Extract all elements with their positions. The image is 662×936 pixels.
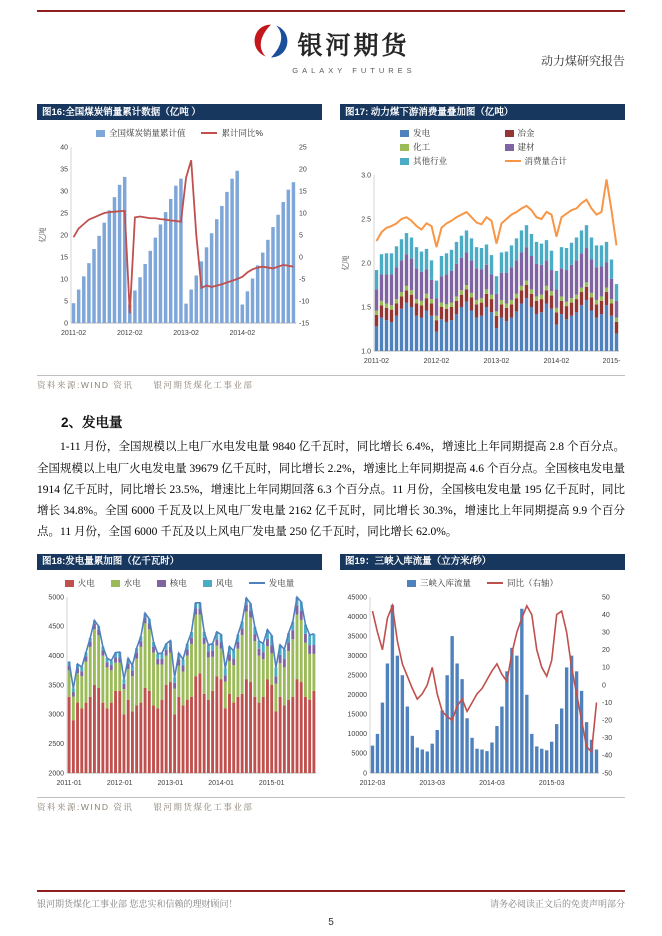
figure-title-row-1: [37, 104, 625, 120]
svg-text:50: 50: [602, 594, 610, 602]
svg-text:2014-02: 2014-02: [229, 330, 256, 338]
legend-label: 建材: [517, 142, 535, 153]
footer-right: 请务必阅读正文后的免责声明部分: [489, 899, 625, 909]
legend-line-icon: [487, 582, 503, 584]
legend-item: [407, 577, 471, 589]
chart-canvas: [340, 169, 625, 367]
svg-text:2012-03: 2012-03: [359, 780, 386, 788]
svg-text:2014-03: 2014-03: [479, 780, 505, 788]
legend-label: 累计同比%: [221, 128, 264, 139]
svg-text:40: 40: [602, 612, 610, 620]
svg-text:35: 35: [60, 166, 68, 174]
svg-text:5: 5: [299, 232, 303, 240]
figure17-title: 图17: 动力煤下游消费量叠加图（亿吨）: [340, 104, 625, 120]
legend-item: [249, 577, 295, 589]
svg-text:2012-01: 2012-01: [106, 780, 133, 788]
svg-text:30000: 30000: [347, 653, 367, 661]
legend-label: 冶金: [517, 128, 535, 139]
svg-text:40000: 40000: [347, 613, 367, 621]
chart-canvas: [37, 591, 322, 789]
svg-text:20: 20: [60, 232, 68, 240]
legend-item: [386, 141, 474, 153]
svg-text:0: 0: [299, 254, 303, 262]
svg-text:20: 20: [602, 647, 610, 655]
svg-text:30: 30: [602, 629, 610, 637]
svg-text:2.5: 2.5: [361, 216, 371, 224]
brand-name: 银河期货: [297, 31, 410, 60]
legend-swatch-icon: [400, 158, 409, 165]
charts-row-2: [37, 572, 625, 789]
legend-label: 发电: [413, 128, 431, 139]
legend-item: [487, 577, 558, 589]
svg-text:2015-03: 2015-03: [538, 780, 565, 788]
legend-swatch-icon: [96, 130, 105, 137]
legend-label: 水电: [123, 578, 141, 589]
svg-text:5: 5: [64, 298, 68, 306]
legend-line-icon: [201, 132, 217, 134]
legend-item: [386, 155, 474, 167]
svg-text:2.0: 2.0: [361, 260, 371, 268]
figure18-plot: [37, 591, 322, 789]
legend-item: [491, 155, 579, 167]
legend-label: 发电量: [268, 578, 295, 589]
source-note-2: 资料来源:WIND 资讯 银河期货煤化工事业部: [37, 797, 625, 813]
figure18-title: 图18:发电量累加图（亿千瓦时）: [37, 554, 322, 570]
page-header: [0, 12, 662, 96]
figure19-chart: [340, 572, 625, 789]
svg-text:35000: 35000: [347, 633, 367, 641]
svg-text:30: 30: [60, 188, 68, 196]
svg-text:亿吨: 亿吨: [341, 255, 350, 271]
legend-item: [201, 127, 263, 139]
legend-swatch-icon: [407, 580, 416, 587]
brand-swirl-icon: [252, 22, 290, 65]
svg-text:3500: 3500: [48, 682, 64, 690]
legend-swatch-icon: [505, 130, 514, 137]
charts-row-1: [37, 122, 625, 367]
svg-text:-30: -30: [602, 735, 613, 743]
body-paragraph: 1-11 月份，全国规模以上电厂水电发电量 9840 亿千瓦时，同比增长 6.4%，增速比上年同期提高 2.8 个百分点。全国规模以上电厂火电发电量 39679 亿千瓦时，同比增长 2.2%，增速比上年同期提高 4.6 个百分点。全国核电发电量 1914 亿千瓦时，同比增长 23.5%，增速比上年同期回落 6.3 个百分点。11 月份，全国核电发电量 195 亿千瓦时，同比增长 34.8%。全国 6000 千瓦及以上风电厂发电量 2162 亿千瓦时，同比增长 30.3%，增速比上年同期提高 9.9 个百分点。11 月份，全国 6000 千瓦及以上风电厂发电量 250 亿千瓦时，同比增长 62.0%。: [37, 441, 625, 539]
legend-item: [111, 577, 141, 589]
report-title: 动力煤研究报告: [540, 54, 625, 68]
svg-text:20000: 20000: [347, 692, 367, 700]
figure18-legend: [37, 572, 322, 591]
svg-text:4500: 4500: [48, 623, 64, 631]
figure18-chart: [37, 572, 322, 789]
svg-text:-15: -15: [299, 320, 310, 328]
svg-text:40: 40: [60, 144, 68, 152]
legend-swatch-icon: [400, 130, 409, 137]
svg-text:20: 20: [299, 166, 307, 174]
legend-item: [203, 577, 233, 589]
section-heading: 2、发电量: [61, 415, 123, 431]
legend-label: 化工: [413, 142, 431, 153]
svg-text:15: 15: [299, 188, 307, 196]
figure16-title: 图16:全国煤炭销量累计数据（亿吨 ）: [37, 104, 322, 120]
legend-item: [65, 577, 95, 589]
svg-text:10: 10: [60, 276, 68, 284]
figure16-legend: [37, 122, 322, 141]
svg-text:2015-01: 2015-01: [258, 780, 285, 788]
svg-text:3000: 3000: [48, 711, 64, 719]
figure19-legend: [340, 572, 625, 591]
legend-line-icon: [249, 582, 265, 584]
figure17-legend: [340, 122, 625, 169]
svg-text:1.0: 1.0: [361, 348, 371, 356]
legend-swatch-icon: [203, 580, 212, 587]
legend-label: 火电: [77, 578, 95, 589]
legend-item: [157, 577, 187, 589]
chart-canvas: [340, 591, 625, 789]
svg-text:5000: 5000: [48, 594, 64, 602]
svg-text:2011-01: 2011-01: [56, 780, 82, 788]
figure16-chart: [37, 122, 322, 367]
svg-text:15: 15: [60, 254, 68, 262]
page-footer: [37, 890, 625, 910]
svg-text:2011-02: 2011-02: [60, 330, 87, 338]
footer-left: 银河期货煤化工事业部 您忠实和信赖的理财顾问！: [37, 899, 238, 909]
legend-label: 风电: [215, 578, 233, 589]
legend-label: 其他行业: [413, 156, 448, 167]
svg-text:2014-02: 2014-02: [543, 358, 570, 366]
legend-line-icon: [505, 160, 521, 162]
svg-text:2011-02: 2011-02: [363, 358, 390, 366]
legend-item: [96, 127, 186, 139]
svg-text:1.5: 1.5: [361, 304, 371, 312]
legend-label: 同比（右轴）: [507, 578, 559, 589]
legend-label: 三峡入库流量: [419, 578, 471, 589]
page-number: 5: [328, 917, 334, 928]
logo: [37, 22, 625, 75]
svg-text:2012-02: 2012-02: [116, 330, 143, 338]
legend-label: 消费量合计: [524, 156, 568, 167]
figure19-plot: [340, 591, 625, 789]
svg-text:45000: 45000: [347, 594, 367, 602]
svg-text:25: 25: [60, 210, 68, 218]
legend-item: [491, 127, 579, 139]
svg-text:2013-02: 2013-02: [173, 330, 199, 338]
svg-text:10: 10: [299, 210, 307, 218]
svg-text:2012-02: 2012-02: [423, 358, 450, 366]
legend-item: [386, 127, 474, 139]
legend-label: 全国煤炭销量累计值: [108, 128, 186, 139]
svg-text:亿吨: 亿吨: [38, 227, 47, 243]
figure19-title: 图19：三峡入库流量（立方米/秒）: [340, 554, 625, 570]
svg-text:-10: -10: [299, 298, 310, 306]
svg-text:-20: -20: [602, 717, 613, 725]
svg-text:10: 10: [602, 664, 610, 672]
svg-text:-10: -10: [602, 700, 613, 708]
chart-canvas: [37, 141, 322, 339]
legend-label: 核电: [169, 578, 187, 589]
svg-text:-50: -50: [602, 770, 613, 778]
svg-text:-5: -5: [299, 276, 306, 284]
svg-text:25000: 25000: [347, 672, 367, 680]
svg-text:2000: 2000: [48, 770, 64, 778]
figure16-plot: [37, 141, 322, 339]
footer-divider: [37, 890, 625, 892]
svg-text:5000: 5000: [351, 750, 367, 758]
figure17-chart: [340, 122, 625, 367]
svg-text:10000: 10000: [347, 731, 367, 739]
svg-text:4000: 4000: [48, 653, 64, 661]
svg-text:2015-: 2015-: [602, 358, 621, 366]
svg-text:2013-03: 2013-03: [419, 780, 446, 788]
legend-swatch-icon: [65, 580, 74, 587]
svg-text:0: 0: [64, 320, 68, 328]
source-note-1: 资料来源:WIND 资讯 银河期货煤化工事业部: [37, 375, 625, 391]
svg-text:0: 0: [363, 770, 367, 778]
svg-text:25: 25: [299, 144, 307, 152]
legend-swatch-icon: [157, 580, 166, 587]
legend-swatch-icon: [505, 144, 514, 151]
legend-item: [491, 141, 579, 153]
svg-text:-40: -40: [602, 752, 613, 760]
svg-text:2500: 2500: [48, 741, 64, 749]
svg-text:2013-01: 2013-01: [157, 780, 184, 788]
svg-text:0: 0: [602, 682, 606, 690]
legend-swatch-icon: [111, 580, 120, 587]
brand-subtitle: GALAXY FUTURES: [292, 66, 416, 75]
svg-text:15000: 15000: [347, 711, 367, 719]
figure17-plot: [340, 169, 625, 367]
svg-text:2014-01: 2014-01: [208, 780, 234, 788]
figure-title-row-2: [37, 554, 625, 570]
legend-swatch-icon: [400, 144, 409, 151]
svg-text:3.0: 3.0: [361, 172, 371, 180]
svg-text:2013-02: 2013-02: [483, 358, 510, 366]
